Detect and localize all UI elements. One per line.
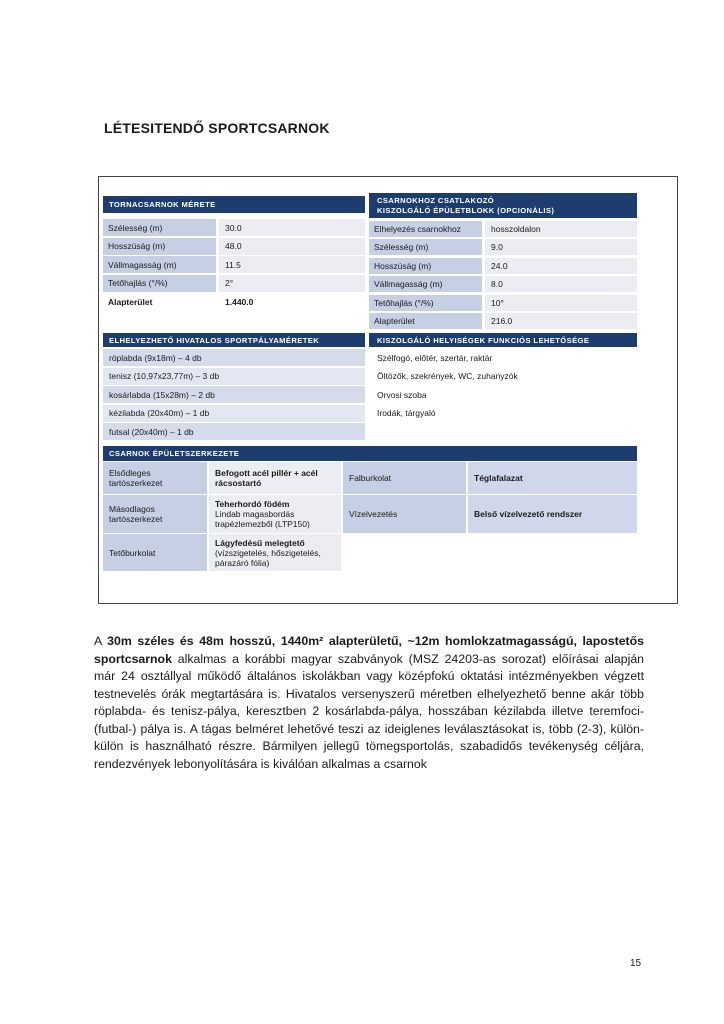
service-block-row-label: Vállmagasság (m) — [369, 276, 482, 292]
wall-label: Falburkolat — [343, 462, 466, 494]
service-block-row-value: 9.0 — [485, 239, 637, 255]
paragraph-body: alkalmas a korábbi magyar szabványok (MSZ 24203-as sorozat) előírásai alapján már 24 osztállyal működő általános iskolákban vagy középfokú oktatási intézményekben végzett testnevelés órák megtartására is. Hivatalos versenyszerű méretben elhelyezhető benne akár több röplabda- és tenisz-pálya, keresztben 2 kosárlabda-pálya, hosszában kézilabda illetve teremfoci- (futbal-) pálya is. A tágas belméret lehetővé teszi az ideiglenes leválasztásokat is, több (2-3), külön-külön is használható részre. Bármilyen jellegű tömegsportolás, szabadidős tevékenység céljára, rendezvények lebonyolítására is kiválóan alkalmas a csarnok — [94, 651, 644, 771]
hall-size-row-label: Tetőhajlás (°/%) — [103, 275, 216, 292]
court-list-item: kosárlabda (15x28m) – 2 db — [103, 386, 365, 403]
page-number: 15 — [630, 958, 642, 969]
rooms-header: KISZOLGÁLÓ HELYISÉGEK FUNKCIÓS LEHETŐSÉGE — [369, 333, 637, 347]
service-block-row-value: 10° — [485, 295, 637, 311]
service-block-row-label: Hosszúság (m) — [369, 258, 482, 274]
structure-header: CSARNOK ÉPÜLETSZERKEZETE — [103, 446, 637, 461]
service-block-row-value: 8.0 — [485, 276, 637, 292]
page-title: LÉTESITENDŐ SPORTCSARNOK — [104, 120, 330, 136]
service-block-row-value: 216.0 — [485, 313, 637, 329]
service-block-header-line2: KISZOLGÁLÓ ÉPÜLETBLOKK (OPCIONÁLIS) — [377, 205, 555, 215]
service-block-row-label: Elhelyezés csarnokhoz — [369, 221, 482, 237]
court-list-item: futsal (20x40m) – 1 db — [103, 423, 365, 440]
hall-size-row-label: Alapterület — [108, 296, 153, 307]
service-block-row-label: Tetőhajlás (°/%) — [369, 295, 482, 311]
secondary-structure-value — [209, 495, 341, 533]
court-list-item: tenisz (10,97x23,77m) – 3 db — [103, 368, 365, 385]
court-list-item: röplabda (9x18m) – 4 db — [103, 349, 365, 366]
room-list-item: Irodák, tárgyaló — [377, 408, 436, 418]
primary-structure-label: Elsődleges tartószerkezet — [103, 462, 207, 494]
room-list-item: Szélfogó, előtér, szertár, raktár — [377, 352, 493, 363]
hall-size-row-value: 11.5 — [219, 256, 365, 273]
hall-size-row-value: 1.440.0 — [225, 296, 254, 307]
service-block-row-value: hosszoldalon — [485, 221, 637, 237]
wall-value: Téglafalazat — [468, 462, 637, 494]
paragraph-dimensions: 30m széles és 48m hosszú, — [107, 634, 281, 648]
hall-size-row-value: 48.0 — [219, 238, 365, 255]
secondary-structure-label: Másodlagos tartószerkezet — [103, 495, 207, 533]
roof-title: Lágyfedésű melegtető — [215, 537, 305, 548]
roof-value — [209, 534, 341, 571]
secondary-structure-text: Lindab magasbordás trapézlemezből (LTP150) — [215, 509, 310, 529]
hall-size-row-value: 30.0 — [219, 219, 365, 236]
secondary-structure-title: Teherhordó födém — [215, 499, 290, 509]
primary-structure-value: Befogott acél pillér + acél rácsostartó — [209, 462, 341, 494]
paragraph-area: 1440m² alapterületű, ~12m homlokzatmagasságú, lapostetős sportcsarnok — [94, 634, 645, 666]
service-block-row-label: Szélesség (m) — [369, 239, 482, 255]
service-block-row-label: Alapterület — [369, 313, 482, 329]
drainage-value: Belső vízelvezető rendszer — [468, 495, 637, 533]
roof-label: Tetőburkolat — [103, 534, 207, 571]
hall-size-row-label: Vállmagasság (m) — [103, 256, 216, 273]
hall-size-header: TORNACSARNOK MÉRETE — [103, 196, 365, 213]
room-list-item: Öltözők, szekrények, WC, zuhanyzók — [377, 371, 518, 381]
paragraph-intro: A — [94, 634, 108, 648]
description-paragraph — [94, 633, 644, 773]
service-block-header — [369, 193, 637, 218]
service-block-row-value: 24.0 — [485, 258, 637, 274]
drainage-label: Vízelvezetés — [343, 495, 466, 533]
room-list-item: Orvosi szoba — [377, 389, 427, 400]
roof-text: (vízszigetelés, hőszigetelés, párazáró fólia) — [215, 547, 321, 568]
hall-size-row-label: Hosszúság (m) — [103, 238, 216, 255]
court-list-item: kézilabda (20x40m) – 1 db — [103, 405, 365, 422]
service-block-header-line1: CSARNOKHOZ CSATLAKOZÓ — [377, 195, 495, 205]
courts-header: ELHELYEZHETŐ HIVATALOS SPORTPÁLYAMÉRETEK — [103, 333, 365, 347]
hall-size-row-label: Szélesség (m) — [103, 219, 216, 236]
hall-size-row-value: 2° — [219, 275, 365, 292]
